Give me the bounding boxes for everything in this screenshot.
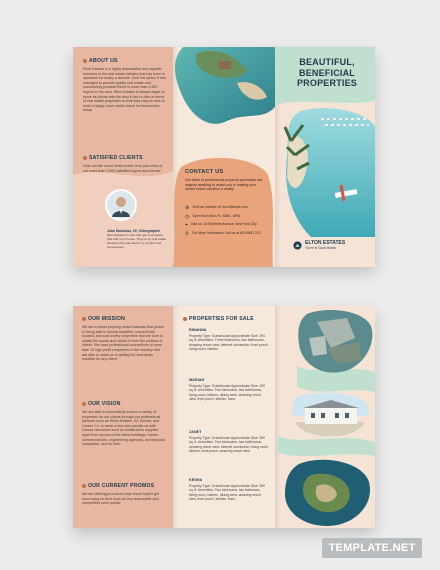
aerial-city-photo (297, 308, 373, 376)
testimonial-quote: Elton Estates is more than just a company that sold me a house. They're my real estate advisors who care about my comfort and convenience. (107, 233, 167, 249)
front-panel-contact (173, 47, 275, 267)
mission-body: We are a resort property rental business that prides in being able to secure beautiful, conveniently located, and cost worthy properties that are sure to satisfy the wants and needs of even the pickiest of clients. We have professional connections to more than 10 high profit companies in the industry who are able to assist us in getting the best deals possible for any client! (82, 325, 164, 362)
contact-item-phone: ✆ For More Information Call us at 619 4881 222 (185, 230, 261, 237)
property-item (189, 328, 269, 352)
back-panel-properties (173, 306, 275, 528)
back-panel-mission (73, 306, 173, 528)
vision-title: OUR VISION (82, 401, 166, 407)
property-item (189, 478, 269, 502)
clients-section (83, 155, 167, 173)
globe-icon: ⊕ (185, 205, 190, 211)
testimonial (107, 229, 167, 250)
location-pin-icon: ⌖ (185, 222, 188, 228)
property-item (189, 430, 269, 454)
promos-title: OUR CURRENT PROMOS (82, 483, 166, 489)
brand-logo (293, 240, 345, 250)
bullet-icon (83, 156, 87, 160)
property-details: Property Type: Guesthouse Approximate Size: 290 sq. ft. Amenities: Three bedrooms, two bathrooms, amazing resort view, internet connection, front porch, living room, kitchen. (189, 334, 269, 352)
vision-body: We are able to successfully secure a variety of properties for our clients through our professional partners such as Rick's Estates, EZ Homes, and Career Co. to name a few who provide us with various resources such as construction supplies apart from access to the latest buildings, homes, commercial lots, engineering agencies, architectural companies, and so forth. (82, 410, 165, 447)
bullet-icon (82, 402, 86, 406)
person-photo-icon (107, 191, 135, 219)
watermark-text: TEMPLATE.NET (328, 542, 416, 554)
mission-title: OUR MISSION (82, 316, 166, 322)
property-details: Property Type: Guesthouse Approximate Size: 290 sq. ft. Amenities: Two bedrooms, two bathroom, living room, kitchen, dining area, amazing resort view, front porch, kitchen, bars. (189, 484, 266, 502)
cover-headline: BEAUTIFUL, BENEFICIAL PROPERTIES (296, 57, 357, 88)
brochure-back (73, 306, 375, 528)
properties-section (183, 316, 269, 322)
contact-list (185, 205, 267, 237)
about-title: ABOUT US (83, 58, 167, 64)
properties-title: PROPERTIES FOR SALE (183, 316, 269, 322)
beach-resort-image (281, 107, 375, 237)
brand-name: ELTON ESTATES (305, 240, 346, 246)
front-panel-cover (275, 47, 375, 267)
contact-title: CONTACT US (185, 169, 224, 175)
property-name: RIHANNA (189, 328, 207, 332)
bullet-icon (83, 59, 87, 63)
bullet-icon (82, 317, 86, 321)
villa-photo (291, 392, 371, 438)
about-section (83, 58, 167, 113)
about-body: Elton Estates is a highly dependable and capable business in the real estate industry that has been in operation for nearly a decade. Over the years, it has managed to provide quality real estate and successfully promote these to more than 2,500 buyers in the area. Elton Estates is always eager to serve its clients with the best it has to offer in terms of real estate properties so that they may be able to build a happy, more stable future for themselves today. (83, 67, 166, 113)
avatar (105, 189, 137, 221)
back-panel-photos (275, 306, 375, 528)
promos-section (82, 483, 166, 506)
property-name: MARIAH (189, 378, 205, 382)
brand-tagline: You're in Good Hands (305, 246, 336, 250)
front-panel-about (73, 47, 173, 267)
contact-item-address: ⌖ Visit us: 18 Elytherin Avenue, New York City (185, 222, 257, 228)
property-name: JANET (189, 430, 202, 434)
contact-item-hours: ◷ Open from Mon-Fri, 8AM - 5PM (185, 213, 240, 220)
bullet-icon (82, 484, 86, 488)
clock-icon: ◷ (185, 213, 190, 220)
property-details: Property Type: Guesthouse Approximate Size: 290 sq. ft. Amenities: Two bedrooms, two bathrooms, living room, kitchen, dining area, amazing resort view, front porch, kitchen, bars. (189, 384, 266, 402)
aerial-island-photo (283, 458, 371, 528)
vision-section (82, 401, 166, 447)
mission-section (82, 316, 166, 362)
watermark-badge (322, 538, 422, 558)
property-name: KESHA (189, 478, 203, 482)
contact-item-website: ⊕ Visit our website at YourWebsite.com (185, 205, 248, 211)
resort-aerial-image (173, 47, 275, 155)
contact-intro: Our team of professional property specialists are eagerly awaiting to assist you in making your dream resort vacation a reality! (185, 178, 263, 192)
property-item (189, 378, 269, 402)
phone-icon: ✆ (185, 230, 190, 237)
contact-section (185, 169, 265, 192)
clients-body: Hear out the recent testimonials from just a few of our more than 2,500 satisfied buyers and clients! (83, 164, 163, 173)
brand-logo-icon (293, 241, 302, 250)
clients-title: SATISFIED CLIENTS (83, 155, 167, 161)
property-details: Property Type: Guesthouse Approximate Size: 290 sq. ft. Amenities: Two bedrooms, two bathrooms, amazing resort view, internet connection, living room, kitchen, front porch, amazing resort view. (189, 436, 269, 454)
testimonial-name: John Monokan, 29, Videographer (107, 229, 161, 233)
brochure-front (73, 47, 375, 267)
promos-body: We are offering promos to help resort buyers get more bang for their buck at very reasonable and competitive price points! (82, 492, 160, 506)
bullet-icon (183, 317, 187, 321)
